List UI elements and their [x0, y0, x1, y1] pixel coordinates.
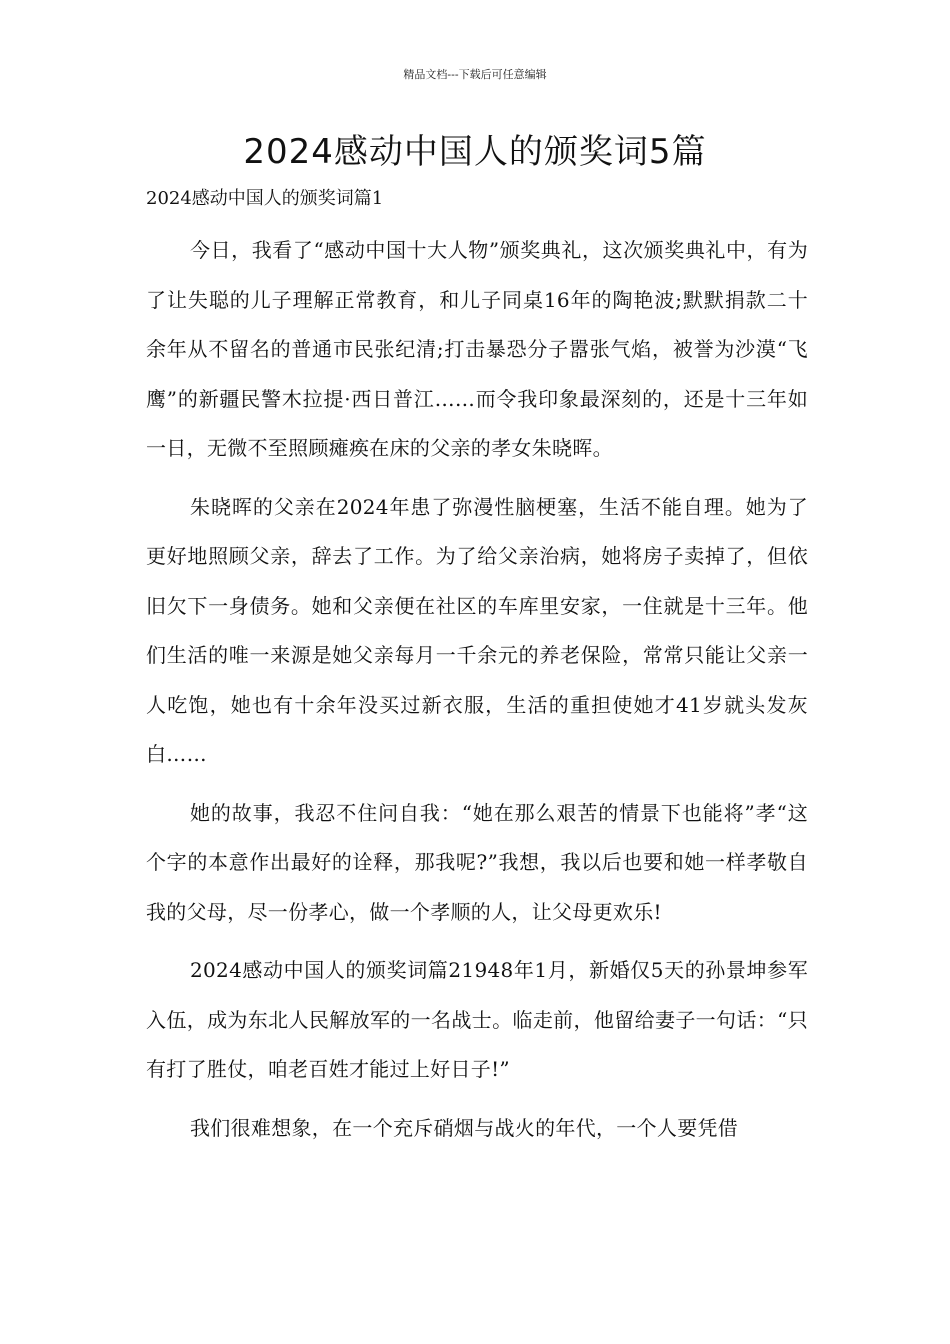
body-text [146, 226, 808, 1162]
paragraph-2: 朱晓晖的父亲在2024年患了弥漫性脑梗塞，生活不能自理。她为了更好地照顾父亲，辞去了工作。为了给父亲治病，她将房子卖掉了，但依旧欠下一身债务。她和父亲便在社区的车库里安家，一住就是十三年。他们生活的唯一来源是她父亲每月一千余元的养老保险，常常只能让父亲一人吃饱，她也有十余年没买过新衣服，生活的重担使她才41岁就头发灰白…… [146, 494, 808, 766]
document-title: 2024感动中国人的颁奖词5篇 [243, 132, 707, 172]
paragraph-3: 她的故事，我忍不住问自我：“她在那么艰苦的情景下也能将”孝“这个字的本意作出最好的诠释，那我呢?”我想，我以后也要和她一样孝敬自我的父母，尽一份孝心，做一个孝顺的人，让父母更欢乐! [146, 800, 808, 924]
paragraph-5: 我们很难想象，在一个充斥硝烟与战火的年代，一个人要凭借 [190, 1115, 739, 1140]
header-note: 精品文档---下载后可任意编辑 [403, 68, 547, 81]
paragraph-4: 2024感动中国人的颁奖词篇21948年1月，新婚仅5天的孙景坤参军入伍，成为东北人民解放军的一名战士。临走前，他留给妻子一句话：“只有打了胜仗，咱老百姓才能过上好日子!” [146, 958, 808, 1081]
section-heading: 2024感动中国人的颁奖词篇1 [146, 188, 384, 209]
paragraph-1: 今日，我看了“感动中国十大人物”颁奖典礼，这次颁奖典礼中，有为了让失聪的儿子理解正常教育，和儿子同桌16年的陶艳波;默默捐款二十余年从不留名的普通市民张纪清;打击暴恐分子嚣张气焰，被誉为沙漠“飞鹰”的新疆民警木拉提·西日普江……而令我印象最深刻的，还是十三年如一日，无微不至照顾瘫痪在床的父亲的孝女朱晓晖。 [146, 238, 808, 460]
